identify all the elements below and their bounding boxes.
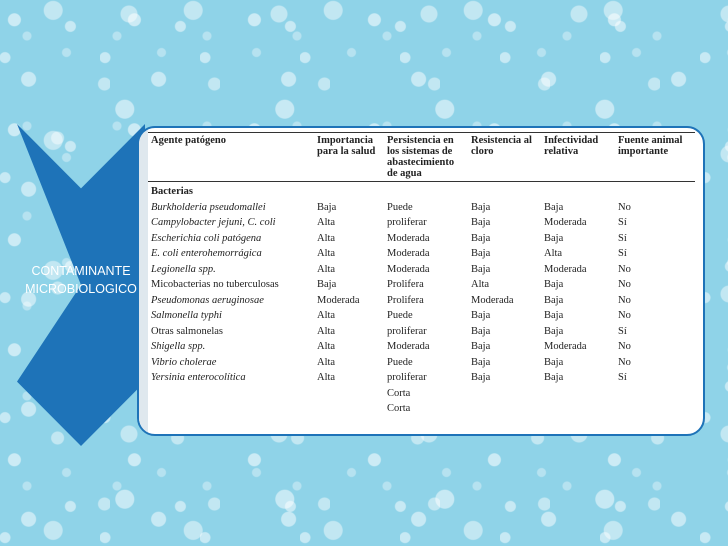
category-label-line1: CONTAMINANTE xyxy=(31,264,131,278)
cell-persistence: Puede xyxy=(387,310,413,321)
table-row xyxy=(148,324,695,340)
cell-chlorine-resistance: Baja xyxy=(471,372,491,383)
cell-chlorine-resistance: Baja xyxy=(471,341,491,352)
cell-animal-source: Sí xyxy=(618,372,627,383)
cell-health-importance: Alta xyxy=(317,310,336,321)
cell-chlorine-resistance: Moderada xyxy=(471,294,514,306)
cell-chlorine-resistance: Baja xyxy=(471,248,491,259)
cell-animal-source: Sí xyxy=(618,217,627,228)
cell-animal-source: No xyxy=(618,201,631,213)
cell-persistence: proliferar xyxy=(387,325,427,337)
cell-persistence: Moderada xyxy=(387,232,430,244)
cell-infectivity: Moderada xyxy=(544,263,587,275)
table-row xyxy=(148,231,695,247)
cell-agent: Burkholderia pseudomallei xyxy=(151,201,266,213)
cell-animal-source: Sí xyxy=(618,232,627,244)
cell-chlorine-resistance: Baja xyxy=(471,310,491,321)
cell-chlorine-resistance: Baja xyxy=(471,217,491,228)
table-row xyxy=(148,308,695,324)
cell-chlorine-resistance xyxy=(468,401,541,417)
cell-chlorine-resistance: Baja xyxy=(471,263,491,275)
cell-health-importance: Moderada xyxy=(317,294,360,306)
cell-infectivity xyxy=(541,386,615,402)
table-row xyxy=(148,355,695,371)
cell-animal-source: No xyxy=(618,310,631,321)
cell-infectivity: Baja xyxy=(544,372,564,383)
cell-agent: Legionella spp. xyxy=(151,263,216,275)
cell-infectivity: Moderada xyxy=(544,217,587,228)
cell-animal-source: No xyxy=(618,356,631,368)
header-persistence: Persistencia en los sistemas de abastecimiento de agua xyxy=(384,133,468,182)
cell-agent: Salmonella typhi xyxy=(151,310,222,321)
header-infectivity: Infectividad relativa xyxy=(541,133,615,182)
cell-health-importance: Alta xyxy=(317,356,336,368)
cell-animal-source: No xyxy=(618,263,631,275)
table-panel xyxy=(137,126,705,436)
cell-chlorine-resistance: Baja xyxy=(471,325,491,337)
table-row xyxy=(148,370,695,386)
cell-infectivity: Baja xyxy=(544,279,564,290)
header-agent: Agente patógeno xyxy=(148,133,314,182)
cell-health-importance: Alta xyxy=(317,263,336,275)
header-health-importance: Importancia para la salud xyxy=(314,133,384,182)
table-row xyxy=(148,262,695,278)
cell-health-importance xyxy=(314,401,384,417)
cell-infectivity: Moderada xyxy=(544,341,587,352)
cell-infectivity: Baja xyxy=(544,325,564,337)
cell-agent: E. coli enterohemorrágica xyxy=(151,248,262,259)
cell-agent: Otras salmonelas xyxy=(151,325,224,337)
cell-health-importance: Baja xyxy=(317,279,337,290)
table-row xyxy=(148,386,695,402)
cell-agent: Pseudomonas aeruginosae xyxy=(151,294,264,306)
panel-edge-strip xyxy=(139,128,148,434)
cell-persistence: Prolifera xyxy=(387,294,424,306)
cell-agent: Yersinia enterocolítica xyxy=(151,372,246,383)
category-label-line2: MICROBIOLOGICO xyxy=(25,282,137,296)
cell-agent: Escherichia coli patógena xyxy=(151,232,262,244)
header-animal-source: Fuente animal importante xyxy=(615,133,695,182)
cell-infectivity: Baja xyxy=(544,294,564,306)
cell-chlorine-resistance: Baja xyxy=(471,232,491,244)
cell-persistence: Puede xyxy=(387,201,413,213)
cell-persistence: Moderada xyxy=(387,341,430,352)
table-row xyxy=(148,200,695,216)
cell-persistence: Prolifera xyxy=(387,279,424,290)
cell-health-importance: Alta xyxy=(317,341,336,352)
cell-agent xyxy=(148,386,314,402)
cell-agent: Campylobacter jejuni, C. coli xyxy=(151,217,276,228)
cell-persistence: proliferar xyxy=(387,217,427,228)
cell-animal-source: Sí xyxy=(618,248,627,259)
cell-health-importance: Alta xyxy=(317,217,336,228)
cell-animal-source: No xyxy=(618,294,631,306)
cell-persistence: Puede xyxy=(387,356,413,368)
group-row xyxy=(148,182,695,200)
cell-infectivity: Baja xyxy=(544,356,564,368)
cell-persistence: Moderada xyxy=(387,263,430,275)
cell-persistence: Corta xyxy=(387,403,411,414)
category-label xyxy=(17,262,145,298)
cell-persistence: proliferar xyxy=(387,372,427,383)
table-row xyxy=(148,277,695,293)
cell-animal-source xyxy=(615,386,695,402)
cell-animal-source xyxy=(615,401,695,417)
pathogen-table xyxy=(148,132,695,417)
table-row xyxy=(148,401,695,417)
table-header-row xyxy=(148,133,695,182)
cell-persistence: Moderada xyxy=(387,248,430,259)
cell-animal-source: Sí xyxy=(618,325,627,337)
table-row xyxy=(148,246,695,262)
cell-chlorine-resistance: Baja xyxy=(471,356,491,368)
cell-health-importance xyxy=(314,386,384,402)
cell-health-importance: Alta xyxy=(317,232,336,244)
table-row xyxy=(148,293,695,309)
group-label: Bacterias xyxy=(151,186,193,197)
table-row xyxy=(148,215,695,231)
cell-infectivity: Alta xyxy=(544,248,563,259)
cell-chlorine-resistance: Baja xyxy=(471,201,491,213)
cell-infectivity: Baja xyxy=(544,201,564,213)
cell-chlorine-resistance xyxy=(468,386,541,402)
cell-health-importance: Alta xyxy=(317,248,336,259)
cell-agent: Vibrio cholerae xyxy=(151,356,217,368)
cell-animal-source: No xyxy=(618,341,631,352)
cell-chlorine-resistance: Alta xyxy=(471,279,490,290)
cell-health-importance: Baja xyxy=(317,201,337,213)
table-row xyxy=(148,339,695,355)
cell-agent: Shigella spp. xyxy=(151,341,206,352)
header-chlorine-resistance: Resistencia al cloro xyxy=(468,133,541,182)
cell-infectivity: Baja xyxy=(544,310,564,321)
cell-infectivity: Baja xyxy=(544,232,564,244)
cell-animal-source: No xyxy=(618,279,631,290)
cell-persistence: Corta xyxy=(387,387,411,399)
cell-health-importance: Alta xyxy=(317,372,336,383)
cell-agent xyxy=(148,401,314,417)
cell-agent: Micobacterias no tuberculosas xyxy=(151,279,279,290)
cell-infectivity xyxy=(541,401,615,417)
cell-health-importance: Alta xyxy=(317,325,336,337)
